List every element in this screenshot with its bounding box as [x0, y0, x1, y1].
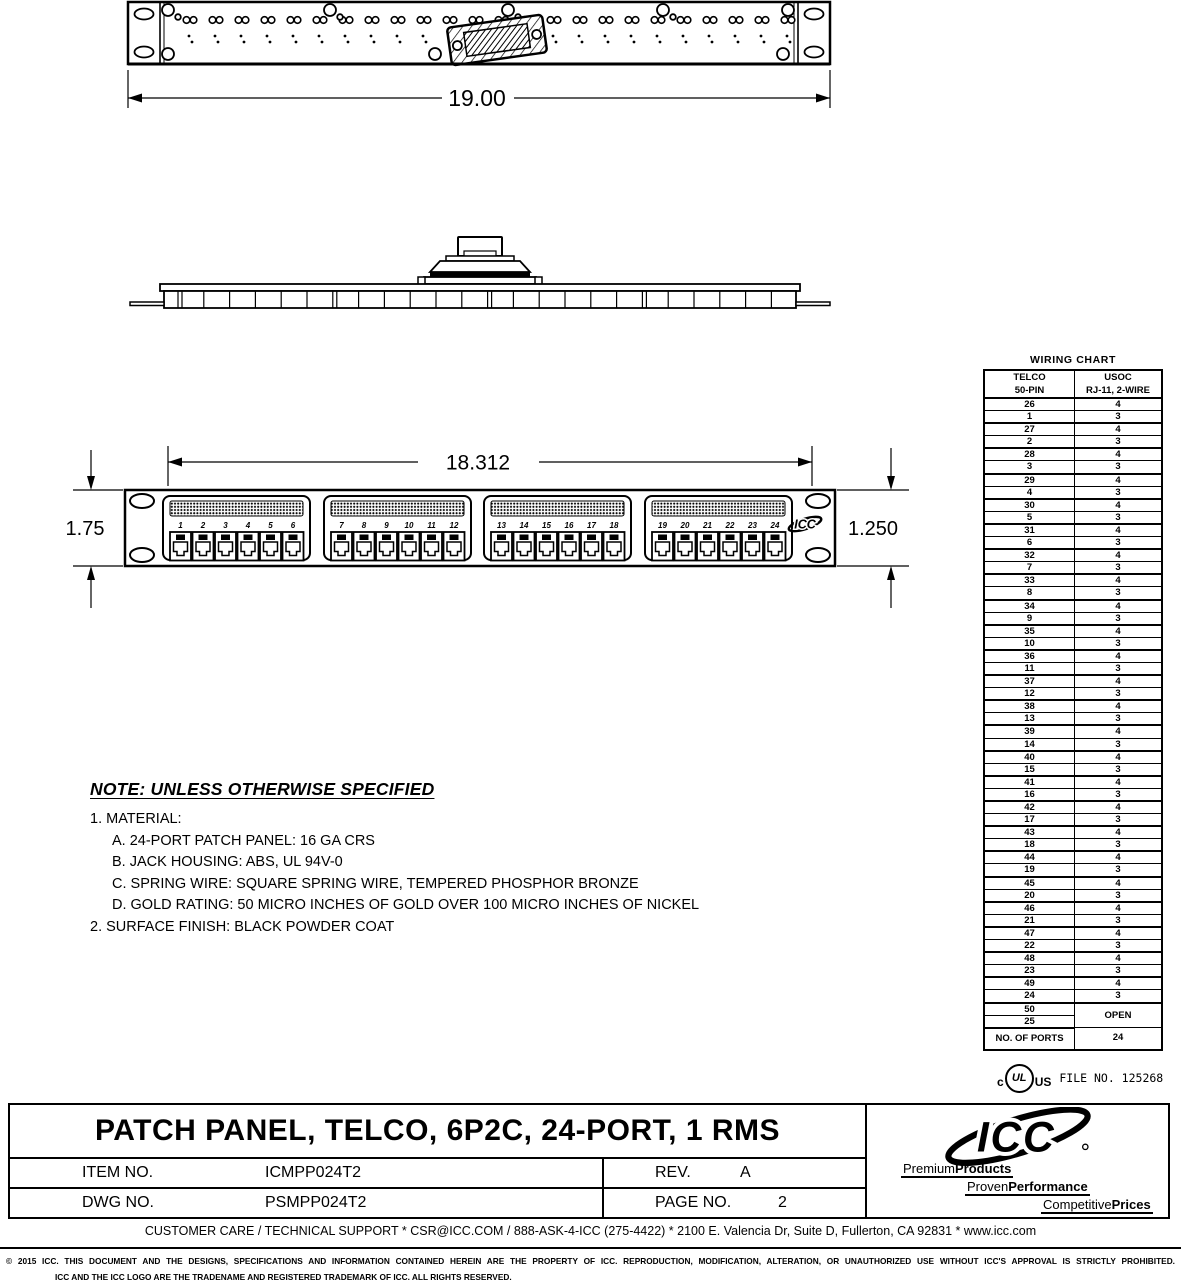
dim-18312-label: 18.312: [445, 451, 511, 475]
port-number: 21: [703, 521, 712, 530]
wiring-cell: 43: [984, 826, 1075, 839]
port-number: 3: [223, 521, 228, 530]
wiring-row: [984, 914, 1162, 927]
wiring-cell: 34: [984, 600, 1075, 613]
wiring-cell: 20: [984, 889, 1075, 902]
wiring-cell: 4: [1075, 977, 1163, 990]
wiring-cell: 22: [984, 940, 1075, 953]
wiring-cell: 4: [1075, 474, 1163, 487]
rj-jack: [742, 532, 763, 561]
wiring-row: [984, 574, 1162, 587]
rev-label: REV.: [655, 1164, 691, 1181]
port-number: 9: [384, 521, 389, 530]
ports-count-label: NO. OF PORTS: [984, 1028, 1075, 1050]
wiring-row: [984, 511, 1162, 524]
wiring-cell: 24: [984, 990, 1075, 1003]
rj-jack: [399, 532, 420, 561]
wiring-cell: 4: [1075, 826, 1163, 839]
rj-jack: [514, 532, 535, 561]
wiring-cell: 4: [1075, 927, 1163, 940]
wiring-cell: 35: [984, 625, 1075, 638]
wiring-cell: 4: [1075, 675, 1163, 688]
mount-hole: [130, 548, 154, 562]
wiring-cell: 44: [984, 851, 1075, 864]
column-divider: [602, 1189, 604, 1217]
wiring-cell: 4: [1075, 801, 1163, 814]
wiring-cell: 19: [984, 864, 1075, 877]
notes-section: [90, 779, 790, 938]
wiring-cell: 25: [984, 1015, 1075, 1028]
wiring-cell: 21: [984, 914, 1075, 927]
jack-row-edge: [164, 291, 796, 308]
wiring-cell: 6: [984, 537, 1075, 550]
wiring-cell: 26: [984, 398, 1075, 411]
rj-jack: [215, 532, 236, 561]
wiring-cell: 33: [984, 574, 1075, 587]
port-number: 22: [725, 521, 735, 530]
wiring-cell: 3: [1075, 713, 1163, 726]
wiring-row: [984, 839, 1162, 852]
wiring-cell: 10: [984, 637, 1075, 650]
wiring-row: [984, 398, 1162, 411]
tagline-competitive-prices: CompetitivePrices: [1043, 1197, 1151, 1212]
wiring-row: [984, 776, 1162, 789]
wiring-cell: 3: [1075, 864, 1163, 877]
wiring-cell: 3: [984, 461, 1075, 474]
wiring-cell: 13: [984, 713, 1075, 726]
rj-jack: [559, 532, 580, 561]
wiring-cell: 30: [984, 499, 1075, 512]
wiring-cell: 3: [1075, 889, 1163, 902]
wiring-cell: 40: [984, 751, 1075, 764]
wiring-cell: 4: [1075, 851, 1163, 864]
dim-19-label: 19.00: [448, 85, 506, 111]
rj-jack: [444, 532, 465, 561]
wiring-row: [984, 587, 1162, 600]
port-number: 20: [680, 521, 690, 530]
wiring-cell: 3: [1075, 940, 1163, 953]
wiring-cell: 23: [984, 965, 1075, 978]
port-number: 19: [658, 521, 667, 530]
svg-text:ICC: ICC: [794, 517, 816, 532]
wiring-cell: 29: [984, 474, 1075, 487]
rj-jack: [170, 532, 191, 561]
wiring-cell: 36: [984, 650, 1075, 663]
ul-us-label: US: [1034, 1075, 1052, 1089]
port-number: 11: [427, 521, 436, 530]
wiring-cell: 4: [1075, 398, 1163, 411]
wiring-cell: 4: [1075, 952, 1163, 965]
dim-1250-label: 1.250: [847, 518, 899, 540]
mount-hole: [130, 494, 154, 508]
rj-jack: [697, 532, 718, 561]
dwg-label: DWG NO.: [82, 1194, 154, 1211]
rj-jack: [283, 532, 304, 561]
wiring-col1-header: TELCO 50-PIN: [984, 370, 1075, 398]
wiring-cell: 15: [984, 763, 1075, 776]
port-number: 8: [361, 521, 367, 530]
wiring-cell: 3: [1075, 537, 1163, 550]
mount-slot: [135, 9, 154, 20]
wiring-cell: 3: [1075, 587, 1163, 600]
wiring-cell: 12: [984, 688, 1075, 701]
icc-logo-box: [867, 1105, 1168, 1217]
wiring-row: [984, 537, 1162, 550]
port-number: 24: [770, 521, 780, 530]
wiring-row: [984, 411, 1162, 424]
wiring-row: [984, 486, 1162, 499]
wiring-cell: 4: [1075, 700, 1163, 713]
top-view-drawing: [120, 0, 835, 112]
rj-jack: [331, 532, 352, 561]
wiring-col2-header: USOC RJ-11, 2-WIRE: [1075, 370, 1163, 398]
wiring-cell: 47: [984, 927, 1075, 940]
rj-jack: [581, 532, 602, 561]
rj-jack: [491, 532, 512, 561]
wiring-cell: 16: [984, 788, 1075, 801]
wiring-row: [984, 851, 1162, 864]
note-line: A. 24-PORT PATCH PANEL: 16 GA CRS: [112, 832, 375, 849]
wiring-row: [984, 662, 1162, 675]
item-row: [10, 1157, 865, 1187]
footer-divider: [0, 1247, 1181, 1249]
icc-swoosh-logo: [913, 1107, 1123, 1169]
faceplate-edge: [160, 284, 800, 291]
rj-jack: [376, 532, 397, 561]
ul-certification-mark: [997, 1064, 1163, 1092]
copyright-line-2: ICC AND THE ICC LOGO ARE THE TRADENAME AND REGISTERED TRADEMARK OF ICC. ALL RIGHTS RESERVED.: [55, 1272, 512, 1282]
wiring-row: [984, 977, 1162, 990]
front-view-drawing: [55, 438, 915, 616]
side-view-drawing: [118, 232, 850, 317]
rj-jack: [260, 532, 281, 561]
title-block: [8, 1103, 1170, 1219]
ul-letters: UL: [1011, 1072, 1027, 1084]
side-connector: [418, 237, 542, 288]
port-number: 16: [564, 521, 574, 530]
wiring-row: [984, 940, 1162, 953]
wiring-cell: 4: [1075, 549, 1163, 562]
wiring-row: [984, 952, 1162, 965]
wiring-cell: 8: [984, 587, 1075, 600]
wiring-cell: 4: [1075, 499, 1163, 512]
tagline-premium-products: PremiumProducts: [903, 1161, 1012, 1176]
wiring-cell: 45: [984, 877, 1075, 890]
ports-count-value: 24: [1112, 1032, 1124, 1044]
ul-file-number: FILE NO. 125268: [1059, 1071, 1164, 1085]
wiring-row: [984, 725, 1162, 738]
rev-value: A: [740, 1164, 751, 1181]
wiring-cell: 37: [984, 675, 1075, 688]
wiring-cell: 5: [984, 511, 1075, 524]
wiring-cell: 4: [1075, 751, 1163, 764]
wiring-cell: 4: [984, 486, 1075, 499]
rj-jack: [604, 532, 625, 561]
rj-jack: [652, 532, 673, 561]
wiring-cell: OPEN: [1075, 1003, 1163, 1028]
wiring-row: [984, 788, 1162, 801]
left-flange: [130, 302, 164, 306]
wiring-row: [984, 625, 1162, 638]
mount-slot: [135, 47, 154, 58]
column-divider: [602, 1159, 604, 1187]
wiring-cell: 3: [1075, 914, 1163, 927]
wiring-cell: 3: [1075, 788, 1163, 801]
wiring-row: [984, 524, 1162, 537]
wiring-cell: 3: [1075, 738, 1163, 751]
dim-175-label: 1.75: [65, 518, 105, 540]
port-number: 18: [609, 521, 619, 530]
wiring-row: [984, 474, 1162, 487]
rj-jack: [354, 532, 375, 561]
customer-care-line: CUSTOMER CARE / TECHNICAL SUPPORT * CSR@ICC.COM / 888-ASK-4-ICC (275-4422) * 2100 E. Valencia Dr, Suite D, Fullerton, CA 92831 * www.icc.com: [144, 1224, 1037, 1238]
wiring-row: [984, 864, 1162, 877]
ul-c-label: c: [997, 1075, 1004, 1089]
wiring-cell: 3: [1075, 411, 1163, 424]
wiring-cell: 4: [1075, 625, 1163, 638]
wiring-cell: 3: [1075, 763, 1163, 776]
note-line: 1. MATERIAL:: [90, 811, 182, 827]
port-number: 4: [245, 521, 251, 530]
wiring-cell: 4: [1075, 650, 1163, 663]
wiring-row: [984, 688, 1162, 701]
wiring-row: [984, 423, 1162, 436]
wiring-cell: 1: [984, 411, 1075, 424]
wiring-cell: 3: [1075, 637, 1163, 650]
wiring-row: [984, 738, 1162, 751]
wiring-cell: 49: [984, 977, 1075, 990]
note-line: D. GOLD RATING: 50 MICRO INCHES OF GOLD OVER 100 MICRO INCHES OF NICKEL: [112, 897, 700, 913]
wiring-row: [984, 675, 1162, 688]
wiring-chart-title: WIRING CHART: [1030, 354, 1116, 366]
wiring-cell: 4: [1075, 524, 1163, 537]
note-line: 2. SURFACE FINISH: BLACK POWDER COAT: [90, 918, 395, 935]
port-number: 15: [542, 521, 551, 530]
rj-jack: [193, 532, 214, 561]
wiring-row: [984, 889, 1162, 902]
wiring-row: [984, 549, 1162, 562]
rj-jack: [675, 532, 696, 561]
port-number: 10: [404, 521, 414, 530]
copyright-line-1: © 2015 ICC. THIS DOCUMENT AND THE DESIGNS, SPECIFICATIONS AND INFORMATION CONTAINED HEREIN ARE THE PROPERTY OF ICC. REPRODUCTION, MODIFICATION, ALTERATION, OR UNAUTHORIZED USE WITHOUT ICC'S APPROVAL IS STRICTLY PROHIBITED.: [6, 1256, 1175, 1266]
port-number: 14: [519, 521, 529, 530]
wiring-cell: 17: [984, 814, 1075, 827]
wiring-cell: 28: [984, 448, 1075, 461]
wiring-row: [984, 600, 1162, 613]
port-number: 17: [587, 521, 596, 530]
wiring-cell: 4: [1075, 423, 1163, 436]
wiring-cell: 3: [1075, 814, 1163, 827]
rj-jack: [421, 532, 442, 561]
port-number: 13: [497, 521, 506, 530]
rj-jack: [720, 532, 741, 561]
wiring-row: [984, 927, 1162, 940]
wiring-cell: 3: [1075, 688, 1163, 701]
port-number: 2: [200, 521, 206, 530]
wiring-cell: 46: [984, 902, 1075, 915]
wiring-cell: 14: [984, 738, 1075, 751]
wiring-row: [984, 1003, 1162, 1016]
port-number: 5: [268, 521, 273, 530]
mount-slot: [805, 47, 824, 58]
wiring-row: [984, 763, 1162, 776]
wiring-cell: 4: [1075, 448, 1163, 461]
wiring-header-row: [984, 370, 1162, 398]
port-number: 7: [339, 521, 344, 530]
port-number: 23: [748, 521, 757, 530]
svg-text:ICC: ICC: [976, 1114, 1055, 1162]
wiring-cell: 3: [1075, 612, 1163, 625]
wiring-cell: 38: [984, 700, 1075, 713]
page-label: PAGE NO.: [655, 1194, 732, 1211]
note-line: B. JACK HOUSING: ABS, UL 94V-0: [112, 854, 343, 870]
port-number: 6: [290, 521, 296, 530]
wiring-cell: 9: [984, 612, 1075, 625]
ul-logo-icon: [1005, 1064, 1034, 1093]
wiring-cell: 4: [1075, 725, 1163, 738]
wiring-row: [984, 965, 1162, 978]
wiring-footer-row: [984, 1028, 1162, 1050]
dwg-row: [10, 1187, 865, 1217]
wiring-cell: 50: [984, 1003, 1075, 1016]
wiring-chart-table: [983, 369, 1163, 1051]
wiring-cell: 31: [984, 524, 1075, 537]
wiring-row: [984, 826, 1162, 839]
mount-hole: [806, 548, 830, 562]
rj-jack: [765, 532, 786, 561]
wiring-row: [984, 713, 1162, 726]
wiring-row: [984, 650, 1162, 663]
wiring-cell: 3: [1075, 562, 1163, 575]
wiring-row: [984, 902, 1162, 915]
wiring-cell: 3: [1075, 965, 1163, 978]
port-number: 1: [178, 521, 183, 530]
wiring-cell: 7: [984, 562, 1075, 575]
wiring-row: [984, 637, 1162, 650]
wiring-cell: 4: [1075, 877, 1163, 890]
right-flange: [796, 302, 830, 306]
wiring-cell: 2: [984, 436, 1075, 449]
wiring-cell: 3: [1075, 839, 1163, 852]
port-number: 12: [449, 521, 459, 530]
page-value: 2: [778, 1194, 787, 1211]
wiring-cell: 4: [1075, 600, 1163, 613]
wiring-row: [984, 877, 1162, 890]
tagline-proven-performance: ProvenPerformance: [967, 1179, 1088, 1194]
mount-slot: [805, 9, 824, 20]
wiring-cell: 4: [1075, 574, 1163, 587]
wiring-row: [984, 801, 1162, 814]
wiring-cell: 39: [984, 725, 1075, 738]
wiring-row: [984, 436, 1162, 449]
wiring-cell: 3: [1075, 990, 1163, 1003]
wiring-cell: 4: [1075, 776, 1163, 789]
wiring-cell: 3: [1075, 662, 1163, 675]
title-block-left: [10, 1105, 867, 1217]
rj-jack: [536, 532, 557, 561]
wiring-cell: 4: [1075, 902, 1163, 915]
mount-hole: [806, 494, 830, 508]
wiring-chart-body: [984, 370, 1162, 1028]
wiring-row: [984, 814, 1162, 827]
wiring-row: [984, 562, 1162, 575]
wiring-cell: 42: [984, 801, 1075, 814]
wiring-row: [984, 990, 1162, 1003]
wiring-cell: 3: [1075, 511, 1163, 524]
rj-jack: [238, 532, 259, 561]
wiring-row: [984, 499, 1162, 512]
wiring-chart: [983, 354, 1163, 1051]
wiring-cell: 3: [1075, 461, 1163, 474]
item-value: ICMPP024T2: [265, 1164, 362, 1181]
wiring-cell: 27: [984, 423, 1075, 436]
notes-title: NOTE: UNLESS OTHERWISE SPECIFIED: [90, 779, 435, 799]
wiring-row: [984, 751, 1162, 764]
wiring-row: [984, 612, 1162, 625]
wiring-row: [984, 461, 1162, 474]
wiring-row: [984, 448, 1162, 461]
note-line: C. SPRING WIRE: SQUARE SPRING WIRE, TEMPERED PHOSPHOR BRONZE: [112, 875, 639, 892]
wiring-cell: 41: [984, 776, 1075, 789]
drawing-title: PATCH PANEL, TELCO, 6P2C, 24-PORT, 1 RMS: [94, 1114, 781, 1147]
wiring-cell: 11: [984, 662, 1075, 675]
wiring-cell: 18: [984, 839, 1075, 852]
wiring-row: [984, 700, 1162, 713]
wiring-cell: 3: [1075, 486, 1163, 499]
item-label: ITEM NO.: [82, 1164, 154, 1181]
wiring-cell: 48: [984, 952, 1075, 965]
wiring-cell: 32: [984, 549, 1075, 562]
wiring-cell: 3: [1075, 436, 1163, 449]
dwg-value: PSMPP024T2: [265, 1194, 367, 1211]
